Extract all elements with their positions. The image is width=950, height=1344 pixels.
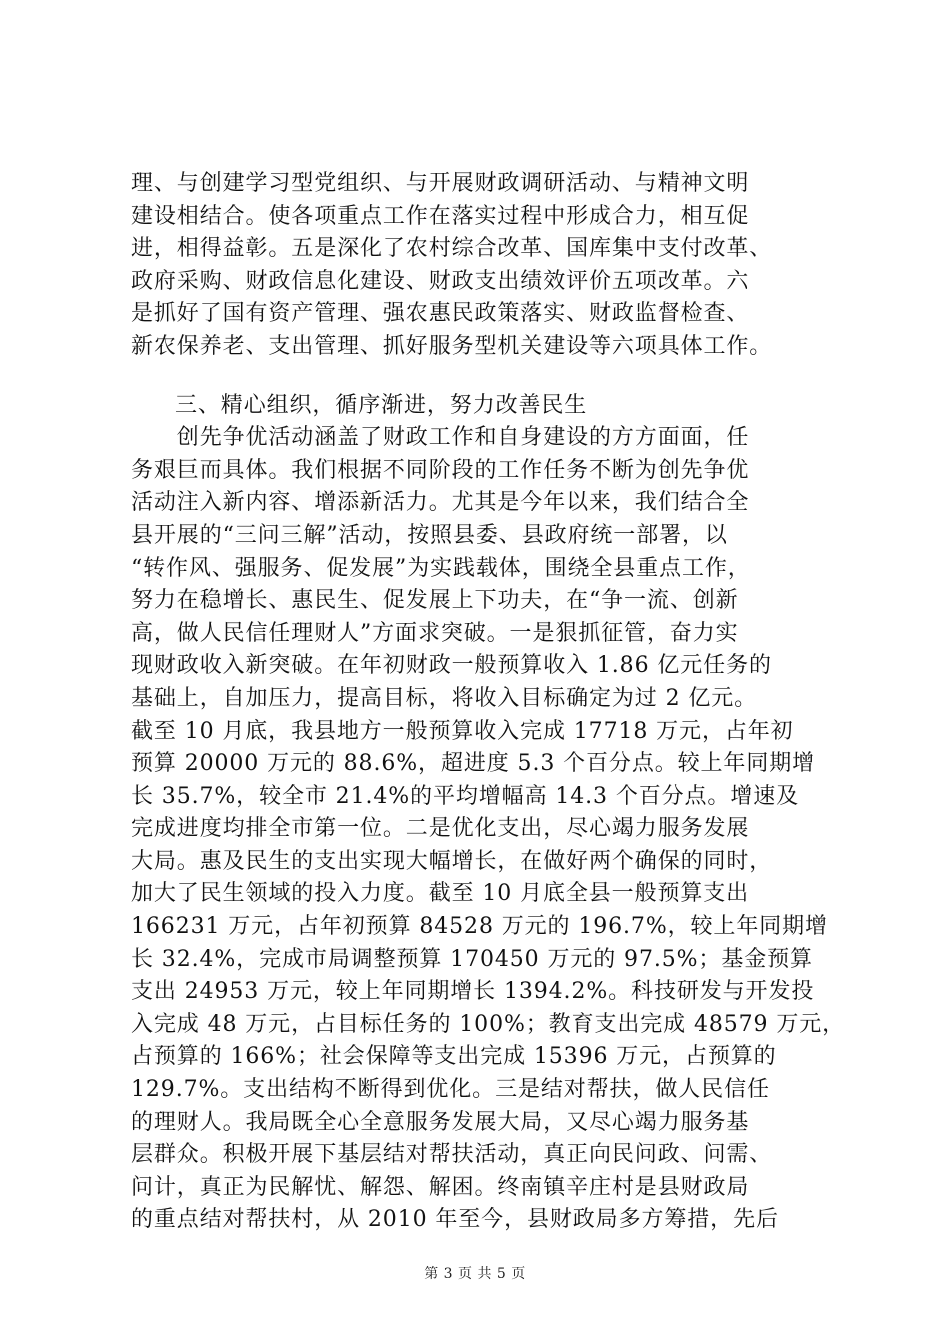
text-line: 是抓好了国有资产管理、强农惠民政策落实、财政监督检查、	[131, 301, 750, 327]
text-line: 问计，真正为民解忧、解怨、解困。终南镇辛庄村是县财政局	[131, 1174, 750, 1200]
text-line: 占预算的 166%；社会保障等支出完成 15396 万元，占预算的	[131, 1044, 777, 1070]
text-line: 大局。惠及民生的支出实现大幅增长，在做好两个确保的同时，	[131, 848, 773, 874]
text-line: 创先争优活动涵盖了财政工作和自身建设的方方面面，任	[131, 425, 750, 451]
text-line: 支出 24953 万元，较上年同期增长 1394.2%。科技研发与开发投	[131, 979, 815, 1005]
document-body	[131, 168, 846, 1237]
text-line: 层群众。积极开展下基层结对帮扶活动，真正向民问政、问需、	[131, 1142, 773, 1168]
text-line: 预算 20000 万元的 88.6%，超进度 5.3 个百分点。较上年同期增	[131, 751, 816, 777]
text-line: 政府采购、财政信息化建设、财政支出绩效评价五项改革。六	[131, 268, 750, 294]
text-line: 129.7%。支出结构不断得到优化。三是结对帮扶，做人民信任	[131, 1077, 770, 1103]
text-line: 努力在稳增长、惠民生、促发展上下功夫，在“争一流、创新	[131, 588, 739, 614]
page-number: 第 3 页 共 5 页	[424, 1266, 526, 1282]
text-line: 务艰巨而具体。我们根据不同阶段的工作任务不断为创先争优	[131, 457, 750, 483]
text-line: 现财政收入新突破。在年初财政一般预算收入 1.86 亿元任务的	[131, 653, 772, 679]
page-footer	[0, 1264, 950, 1284]
text-line: 截至 10 月底，我县地方一般预算收入完成 17718 万元，占年初	[131, 718, 794, 744]
text-line: 长 35.7%，较全市 21.4%的平均增幅高 14.3 个百分点。增速及	[131, 783, 800, 809]
text-line: 加大了民生领域的投入力度。截至 10 月底全县一般预算支出	[131, 881, 750, 907]
text-line: “转作风、强服务、促发展”为实践载体，围绕全县重点工作，	[131, 555, 751, 581]
text-line: 入完成 48 万元，占目标任务的 100%；教育支出完成 48579 万元，	[131, 1011, 846, 1037]
text-line: 基础上，自加压力，提高目标，将收入目标确定为过 2 亿元。	[131, 685, 758, 711]
text-line: 完成进度均排全市第一位。二是优化支出，尽心竭力服务发展	[131, 816, 750, 842]
text-line: 长 32.4%，完成市局调整预算 170450 万元的 97.5%；基金预算	[131, 946, 813, 972]
text-line: 的重点结对帮扶村，从 2010 年至今，县财政局多方筹措，先后	[131, 1207, 779, 1233]
text-line: 高，做人民信任理财人”方面求突破。一是狠抓征管，奋力实	[131, 620, 739, 646]
text-line: 进，相得益彰。五是深化了农村综合改革、国库集中支付改革、	[131, 236, 773, 262]
text-line: 理、与创建学习型党组织、与开展财政调研活动、与精神文明	[131, 171, 750, 196]
text-line: 县开展的“三问三解”活动，按照县委、县政府统一部署，以	[131, 522, 728, 548]
paragraph-spacer	[131, 364, 831, 390]
text-line: 活动注入新内容、增添新活力。尤其是今年以来，我们结合全	[131, 490, 750, 516]
text-line: 新农保养老、支出管理、抓好服务型机关建设等六项具体工作。	[131, 333, 773, 359]
paragraph-main	[131, 422, 846, 1237]
paragraph-continuation	[131, 168, 831, 364]
section-heading: 三、精心组织，循序渐进，努力改善民生	[175, 392, 588, 418]
text-line: 的理财人。我局既全心全意服务发展大局，又尽心竭力服务基	[131, 1109, 750, 1135]
text-line: 建设相结合。使各项重点工作在落实过程中形成合力，相互促	[131, 203, 750, 229]
text-line: 166231 万元，占年初预算 84528 万元的 196.7%，较上年同期增	[131, 914, 828, 940]
